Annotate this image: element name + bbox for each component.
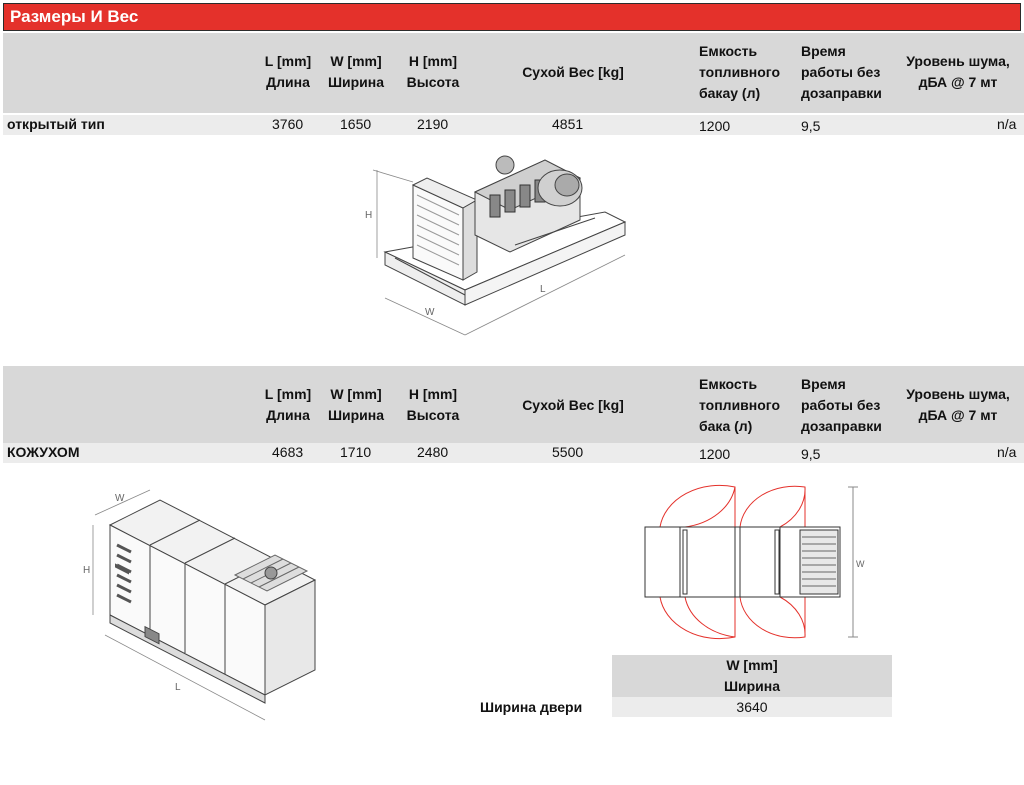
header-length: L [mm] Длина	[264, 386, 312, 423]
canopy-table-header	[3, 366, 1024, 446]
header-runtime: Время работы без дозаправки	[801, 376, 882, 434]
row-width: 1710	[340, 444, 372, 460]
row-name: открытый тип	[7, 116, 105, 132]
header-noise: Уровень шума, дБА @ 7 мт	[906, 386, 1010, 423]
row-height: 2190	[417, 116, 449, 132]
header-length: L [mm] Длина	[264, 53, 312, 90]
header-dry-weight: Сухой Вес [kg]	[522, 64, 624, 80]
drawing-label-w: W	[425, 307, 435, 318]
header-fuel-capacity: Емкость топливного бака (л)	[699, 376, 780, 434]
header-height: H [mm] Высота	[406, 53, 460, 90]
row-length: 4683	[272, 444, 304, 460]
door-width-header: W [mm] Ширина	[612, 655, 892, 697]
drawing-label-l: L	[175, 682, 181, 693]
door-width-label: Ширина двери	[480, 699, 583, 715]
row-fuel: 1200	[699, 446, 731, 462]
row-noise: n/a	[997, 116, 1017, 132]
row-weight: 5500	[552, 444, 584, 460]
row-length: 3760	[272, 116, 304, 132]
row-fuel: 1200	[699, 118, 731, 134]
door-width-value: 3640	[612, 697, 892, 717]
header-dry-weight: Сухой Вес [kg]	[522, 397, 624, 413]
open-type-table-header	[3, 33, 1024, 113]
drawing-label-w: W	[856, 559, 865, 569]
row-weight: 4851	[552, 116, 584, 132]
header-height: H [mm] Высота	[406, 386, 460, 423]
drawing-label-h: H	[365, 210, 373, 221]
drawing-label-w: W	[115, 493, 125, 504]
section-title: Размеры И Вес	[10, 7, 139, 26]
row-noise: n/a	[997, 444, 1017, 460]
row-name: КОЖУХОМ	[7, 444, 80, 460]
section-title-bar	[3, 3, 1021, 31]
row-width: 1650	[340, 116, 372, 132]
open-generator-drawing	[355, 140, 645, 345]
header-width: W [mm] Ширина	[327, 386, 385, 423]
header-width: W [mm] Ширина	[327, 53, 385, 90]
drawing-label-h: H	[83, 565, 91, 576]
header-noise: Уровень шума, дБА @ 7 мт	[906, 53, 1010, 90]
open-type-row	[3, 115, 1024, 135]
canopy-row	[3, 443, 1024, 463]
plan-view-drawing	[640, 482, 870, 644]
row-runtime: 9,5	[801, 446, 821, 462]
header-fuel-capacity: Емкость топливного бакау (л)	[699, 43, 780, 101]
canopy-generator-drawing	[75, 485, 325, 735]
header-runtime: Время работы без дозаправки	[801, 43, 882, 101]
row-runtime: 9,5	[801, 118, 821, 134]
drawing-label-l: L	[540, 284, 546, 295]
row-height: 2480	[417, 444, 449, 460]
